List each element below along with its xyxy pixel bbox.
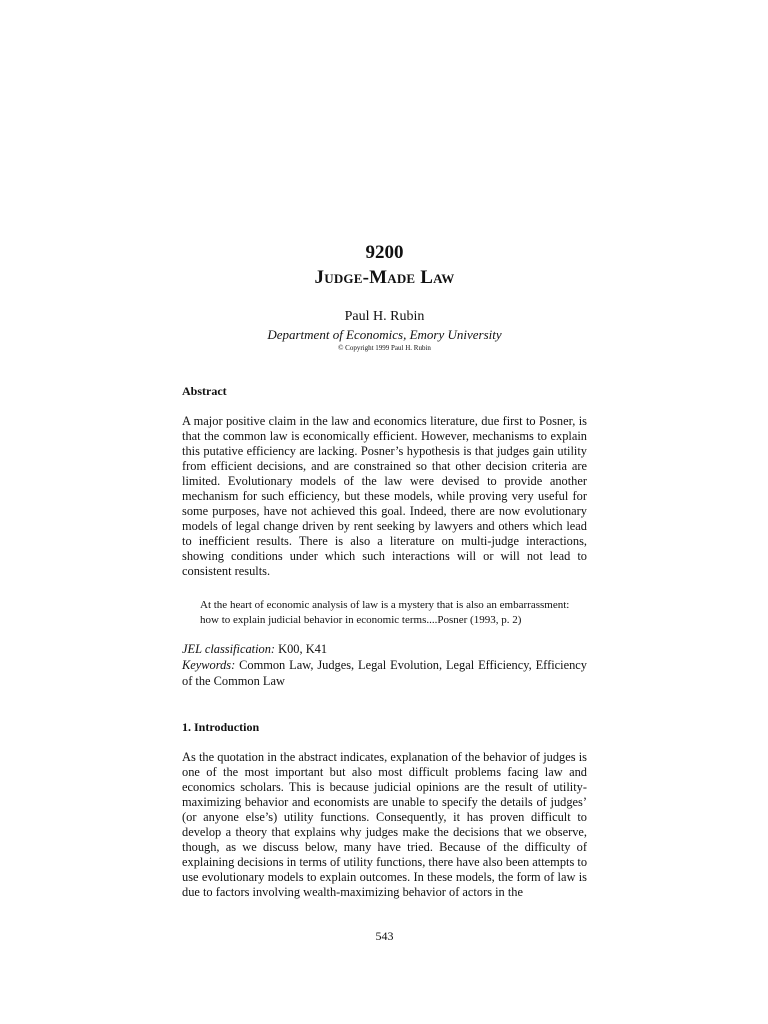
keywords-label: Keywords: [182, 658, 236, 672]
introduction-heading: 1. Introduction [182, 720, 260, 734]
abstract-heading: Abstract [182, 384, 227, 398]
copyright-notice: © Copyright 1999 Paul H. Rubin [338, 344, 431, 352]
jel-label: JEL classification: [182, 642, 276, 656]
epigraph-quote: At the heart of economic analysis of law is a mystery that is also an embarrassment: how to explain judicial behavior in economic terms....Posner (1993, p. 2) [200, 599, 570, 626]
paper-page [182, 0, 587, 1024]
keywords-line [182, 657, 587, 689]
paper-title: Judge-Made Law [314, 267, 455, 288]
author-name: Paul H. Rubin [344, 309, 425, 324]
paper-code: 9200 [365, 242, 404, 263]
jel-line [182, 641, 587, 657]
classification-block [182, 641, 587, 689]
abstract-text: A major positive claim in the law and economics literature, due first to Posner, is that the common law is economically efficient. However, mechanisms to explain this putative efficiency are lacking. Posner’s hypothesis is that judges gain utility from efficient decisions, and are constrained so that other decision criteria are limited. Evolutionary models of the law were devised to provide another mechanism for such efficiency, but these models, while proving very useful for some purposes, have not achieved this goal. Indeed, there are now evolutionary models of legal change driven by rent seeking by lawyers and others which lead to inefficient results. There is also a literature on multi-judge interactions, showing conditions under which such interactions will or will not lead to consistent results. [182, 414, 587, 579]
keywords-value: Common Law, Judges, Legal Evolution, Legal Efficiency, Efficiency of the Common Law [182, 658, 587, 688]
introduction-text: As the quotation in the abstract indicates, explanation of the behavior of judges is one of the most important but also most difficult problems facing law and economics scholars. This is because judicial opinions are the result of utility-maximizing behavior and economists are unable to specify the details of judges’ (or anyone else’s) utility functions. Consequently, it has proven difficult to develop a theory that explains why judges make the decisions that we observe, though, as we discuss below, many have tried. Because of the difficulty of explaining decisions in terms of utility functions, there have also been attempts to use evolutionary models to explain outcomes. In these models, the form of law is due to factors involving wealth-maximizing behavior of actors in the [182, 750, 588, 900]
author-affiliation: Department of Economics, Emory University [267, 327, 502, 342]
jel-value: K00, K41 [278, 642, 328, 656]
page-number: 543 [375, 929, 394, 943]
